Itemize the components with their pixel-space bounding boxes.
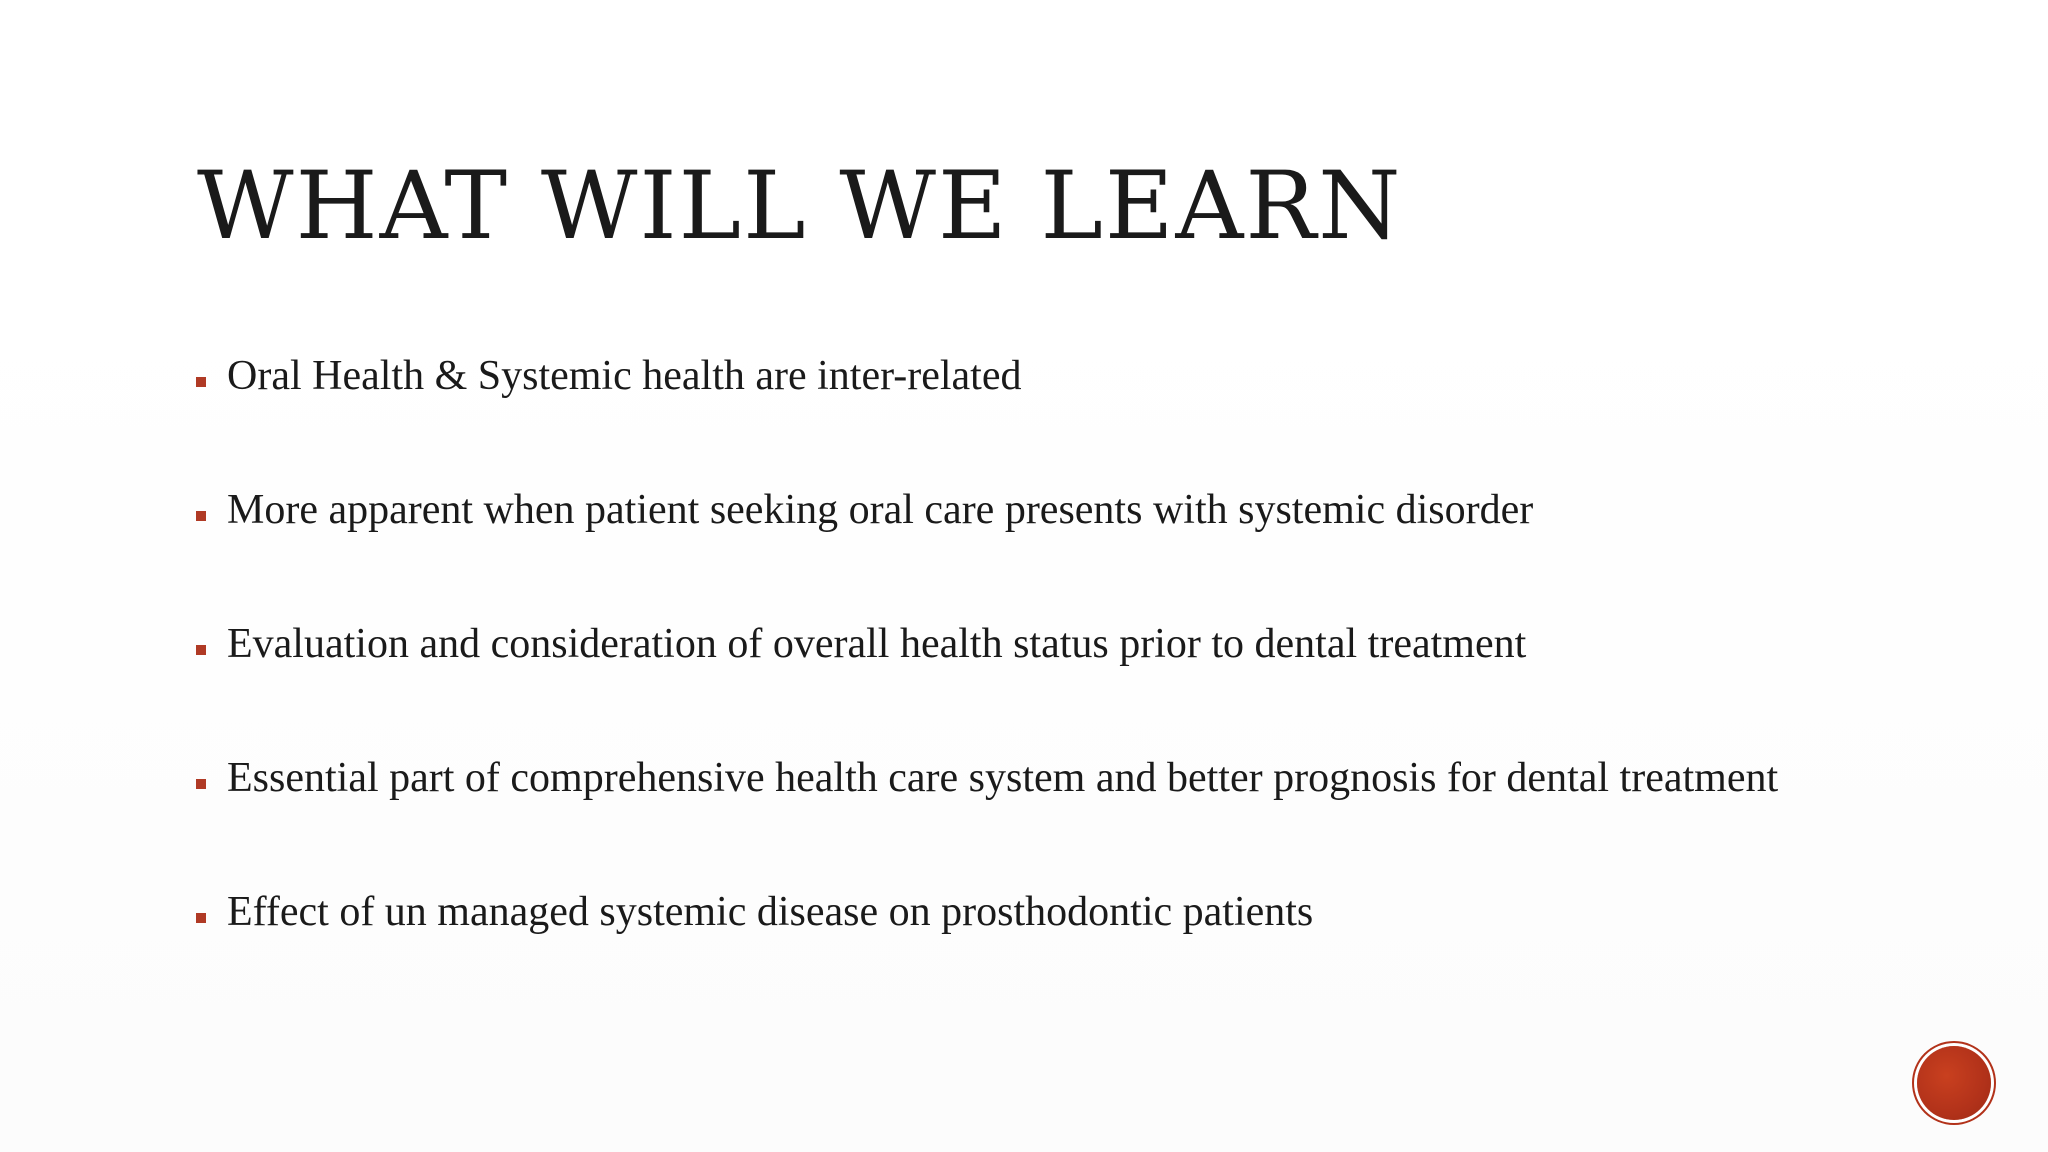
red-circle-nav-icon[interactable] <box>1917 1046 1991 1120</box>
bullet-item <box>196 891 1816 933</box>
square-bullet-icon <box>196 913 206 923</box>
bullet-item <box>196 757 1816 799</box>
square-bullet-icon <box>196 377 206 387</box>
bullet-text: Effect of un managed systemic disease on prosthodontic patients <box>227 889 1314 935</box>
square-bullet-icon <box>196 779 206 789</box>
square-bullet-icon <box>196 645 206 655</box>
bullet-text: More apparent when patient seeking oral care presents with systemic disorder <box>227 487 1534 533</box>
bullet-item <box>196 623 1816 665</box>
slide-title: WHAT WILL WE LEARN <box>197 152 1403 261</box>
bullet-text: Evaluation and consideration of overall health status prior to dental treatment <box>227 621 1527 667</box>
bullet-item <box>196 489 1816 531</box>
bullet-list <box>196 355 1816 933</box>
square-bullet-icon <box>196 511 206 521</box>
bullet-text: Oral Health & Systemic health are inter-related <box>227 353 1022 399</box>
bullet-item <box>196 355 1816 397</box>
bullet-text: Essential part of comprehensive health care system and better prognosis for dental treatment <box>227 755 1779 801</box>
